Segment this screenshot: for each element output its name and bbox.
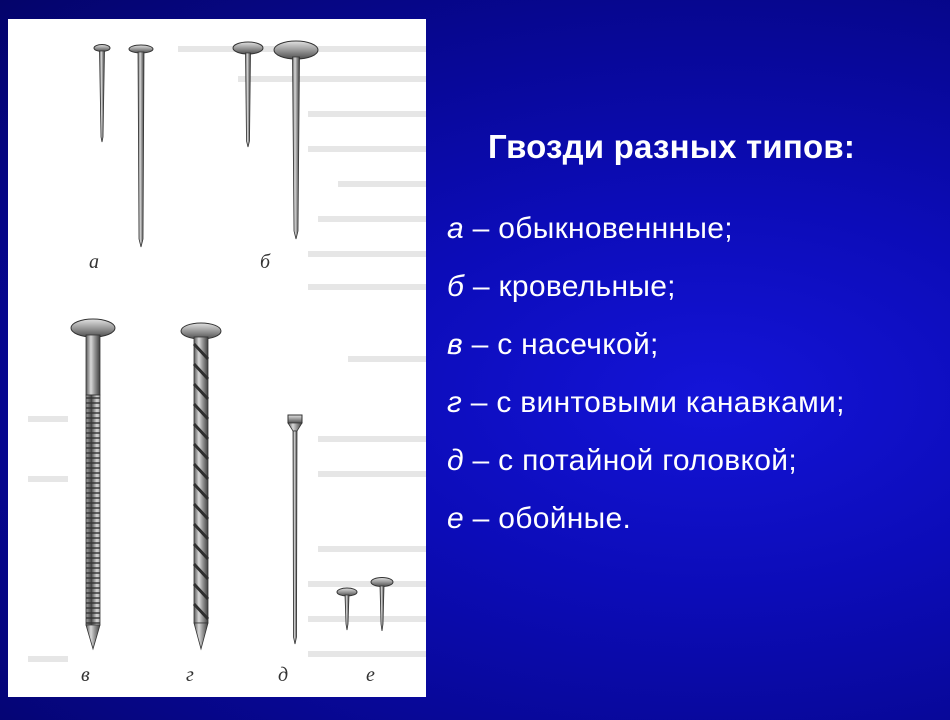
item-text: – с насечкой; [462, 328, 659, 361]
label-e: е [366, 664, 375, 686]
item-text: – обойные. [464, 502, 632, 535]
nail-e-large [371, 578, 393, 632]
nail-e-small [337, 588, 357, 630]
list-item [447, 381, 845, 439]
nail-b-large [274, 41, 318, 239]
item-text: – с потайной головкой; [463, 444, 797, 477]
item-text: – кровельные; [464, 270, 676, 303]
nail-a-large [129, 45, 153, 247]
list-item [447, 497, 845, 555]
label-d: д [278, 664, 289, 686]
nail-v-notched [71, 319, 115, 649]
nails-drawing [8, 19, 426, 697]
item-letter: е [447, 502, 464, 535]
list-item [447, 323, 845, 381]
slide-title: Гвозди разных типов: [488, 128, 856, 165]
item-letter: д [447, 444, 464, 477]
nail-a-small [94, 45, 110, 143]
item-letter: г [447, 386, 463, 419]
item-letter: а [447, 212, 464, 245]
list-item [447, 207, 845, 265]
nail-d-countersunk [288, 415, 302, 644]
list-item [447, 439, 845, 497]
nail-types-list [447, 207, 845, 555]
label-b: б [260, 251, 271, 273]
label-a: а [89, 251, 99, 273]
nails-illustration [8, 19, 426, 697]
item-letter: в [447, 328, 463, 361]
nail-g-twisted [181, 323, 221, 649]
item-letter: б [447, 270, 465, 303]
label-g: г [186, 664, 194, 686]
nail-b-small [233, 42, 263, 147]
list-item [447, 265, 845, 323]
label-v: в [81, 664, 90, 686]
item-text: – обыкновеннные; [464, 212, 733, 245]
item-text: – с винтовыми канавками; [462, 386, 845, 419]
